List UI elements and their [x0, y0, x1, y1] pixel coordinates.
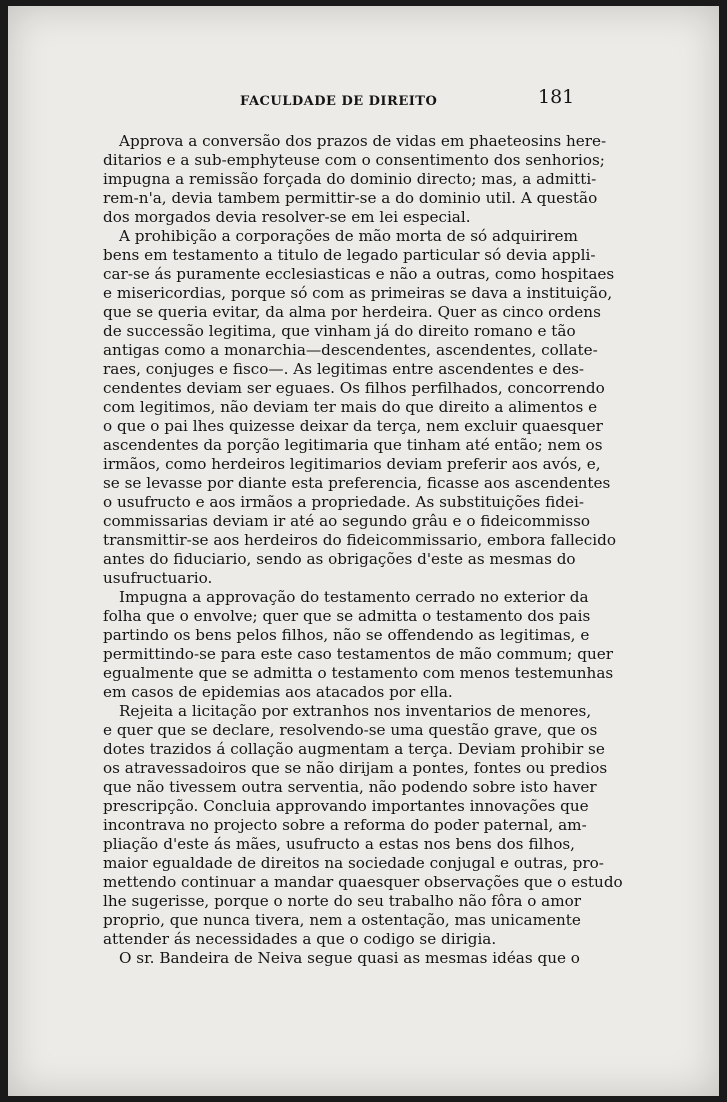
- text-line: O sr. Bandeira de Neiva segue quasi as mesmas idéas que o: [119, 949, 580, 967]
- text-line: dos morgados devia resolver-se em lei especial.: [103, 208, 471, 226]
- text-line: rem-n'a, devia tambem permittir-se a do dominio util. A questão: [103, 189, 598, 207]
- text-line: transmittir-se aos herdeiros do fideicommissario, embora fallecido: [103, 531, 617, 549]
- page-number: 181: [538, 86, 575, 108]
- paragraph: [103, 588, 614, 702]
- text-line: com legitimos, não deviam ter mais do que direito a alimentos e: [103, 398, 598, 416]
- text-line: prescripção. Concluia approvando importantes innovações que: [103, 797, 589, 815]
- text-line: attender ás necessidades a que o codigo se dirigia.: [103, 930, 497, 948]
- text-line: que não tivessem outra serventia, não podendo sobre isto haver: [103, 778, 597, 796]
- text-line: dotes trazidos á collação augmentam a terça. Deviam prohibir se: [103, 740, 605, 758]
- text-line: se se levasse por diante esta preferencia, ficasse aos ascendentes: [103, 474, 611, 492]
- text-line: ascendentes da porção legitimaria que tinham até então; nem os: [103, 436, 603, 454]
- text-line: o usufructo e aos irmãos a propriedade. As substituições fidei-: [103, 493, 584, 511]
- paragraph: [103, 949, 580, 968]
- body-text: [103, 132, 623, 968]
- text-line: irmãos, como herdeiros legitimarios deviam preferir aos avós, e,: [103, 455, 601, 473]
- text-line: usufructuario.: [103, 569, 213, 587]
- text-line: antigas como a monarchia—descendentes, ascendentes, collate-: [103, 341, 598, 359]
- text-line: antes do fiduciario, sendo as obrigações d'este as mesmas do: [103, 550, 576, 568]
- text-line: cendentes deviam ser eguaes. Os filhos perfilhados, concorrendo: [103, 379, 605, 397]
- text-line: Rejeita a licitação por extranhos nos inventarios de menores,: [119, 702, 592, 720]
- paragraph: [103, 702, 623, 949]
- text-line: commissarias deviam ir até ao segundo grâu e o fideicommisso: [103, 512, 591, 530]
- text-line: A prohibição a corporações de mão morta de só adquirirem: [119, 227, 578, 245]
- running-title: FACULDADE DE DIREITO: [240, 94, 438, 109]
- paragraph: [103, 227, 617, 588]
- text-line: raes, conjuges e fisco—. As legitimas entre ascendentes e des-: [103, 360, 585, 378]
- text-line: impugna a remissão forçada do dominio directo; mas, a admitti-: [103, 170, 597, 188]
- text-line: lhe sugerisse, porque o norte do seu trabalho não fôra o amor: [103, 892, 582, 910]
- text-line: egualmente que se admitta o testamento com menos testemunhas: [103, 664, 614, 682]
- text-line: Impugna a approvação do testamento cerrado no exterior da: [119, 588, 589, 606]
- text-line: de successão legitima, que vinham já do direito romano e tão: [103, 322, 576, 340]
- text-line: e quer que se declare, resolvendo-se uma questão grave, que os: [103, 721, 598, 739]
- text-line: permittindo-se para este caso testamentos de mão commum; quer: [103, 645, 614, 663]
- text-line: partindo os bens pelos filhos, não se offendendo as legitimas, e: [103, 626, 590, 644]
- text-line: maior egualdade de direitos na sociedade conjugal e outras, pro-: [103, 854, 604, 872]
- text-line: bens em testamento a titulo de legado particular só devia appli-: [103, 246, 596, 264]
- paragraph: [103, 132, 607, 227]
- text-line: pliação d'este ás mães, usufructo a estas nos bens dos filhos,: [103, 835, 575, 853]
- text-line: Approva a conversão dos prazos de vidas em phaeteosins here-: [119, 132, 607, 150]
- text-line: e misericordias, porque só com as primeiras se dava a instituição,: [103, 284, 613, 302]
- text-line: folha que o envolve; quer que se admitta o testamento dos pais: [103, 607, 591, 625]
- text-line: proprio, que nunca tivera, nem a ostentação, mas unicamente: [103, 911, 581, 929]
- text-line: car-se ás puramente ecclesiasticas e não a outras, como hospitaes: [103, 265, 615, 283]
- text-line: que se queria evitar, da alma por herdeira. Quer as cinco ordens: [103, 303, 601, 321]
- text-line: incontrava no projecto sobre a reforma do poder paternal, am-: [103, 816, 587, 834]
- text-line: em casos de epidemias aos atacados por ella.: [103, 683, 453, 701]
- text-line: o que o pai lhes quizesse deixar da terça, nem excluir quaesquer: [103, 417, 603, 435]
- text-line: mettendo continuar a mandar quaesquer observações que o estudo: [103, 873, 623, 891]
- text-line: os atravessadoiros que se não dirijam a pontes, fontes ou predios: [103, 759, 608, 777]
- text-line: ditarios e a sub-emphyteuse com o consentimento dos senhorios;: [103, 151, 605, 169]
